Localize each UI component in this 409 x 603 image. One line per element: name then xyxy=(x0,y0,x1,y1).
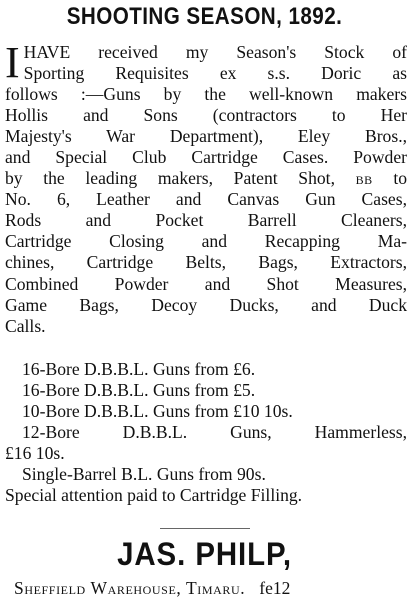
body-line xyxy=(5,168,407,189)
merchant-address xyxy=(14,578,402,599)
body-line: Sporting Requisites ex s.s. Doric as xyxy=(23,63,407,84)
body-line: Rods and Pocket Barrell Cleaners, xyxy=(5,210,407,231)
body-line: and Special Club Cartridge Cases. Powder xyxy=(5,147,407,168)
price-line: £16 10s. xyxy=(5,443,65,464)
body-line: Calls. xyxy=(5,315,46,336)
price-line: 16-Bore D.B.B.L. Guns from £6. xyxy=(22,359,256,379)
body-line: follows :—Guns by the well-known makers xyxy=(5,84,407,105)
body-line: Cartridge Closing and Recapping Ma- xyxy=(5,231,407,252)
price-line: Single-Barrel B.L. Guns from 90s. xyxy=(22,464,266,485)
merchant-name: JAS. PHILP, xyxy=(117,536,292,572)
body-line: chines, Cartridge Belts, Bags, Extractors, xyxy=(5,252,407,273)
body-line-text: by the leading makers, Patent Shot, xyxy=(5,168,335,189)
price-line: 16-Bore D.B.B.L. Guns from £5. xyxy=(22,380,256,401)
headline: SHOOTING SEASON, 1892. xyxy=(66,3,343,30)
price-line: Special attention paid to Cartridge Filling. xyxy=(5,485,303,506)
insertion-code: fe12 xyxy=(259,578,291,598)
shot-size-bb: BB xyxy=(355,173,373,188)
drop-cap: I xyxy=(5,38,20,87)
price-line: 12-Bore D.B.B.L. Guns, Hammerless, xyxy=(22,422,407,443)
body-line: No. 6, Leather and Canvas Gun Cases, xyxy=(5,189,407,210)
price-line: 10-Bore D.B.B.L. Guns from £10 10s. xyxy=(22,401,293,422)
body-line: Combined Powder and Shot Measures, xyxy=(5,273,407,294)
body-line: Game Bags, Decoy Ducks, and Duck xyxy=(5,294,407,315)
advertisement-body xyxy=(5,38,407,337)
body-line-text: to xyxy=(393,168,407,189)
body-line: Hollis and Sons (contractors to Her xyxy=(5,105,407,126)
address-text: Sheffield Warehouse, Timaru. xyxy=(14,578,246,598)
price-list xyxy=(5,359,407,506)
body-line: Majesty's War Department), Eley Bros., xyxy=(5,126,407,147)
body-line: HAVE received my Season's Stock of xyxy=(23,42,407,62)
divider-rule xyxy=(160,528,250,529)
